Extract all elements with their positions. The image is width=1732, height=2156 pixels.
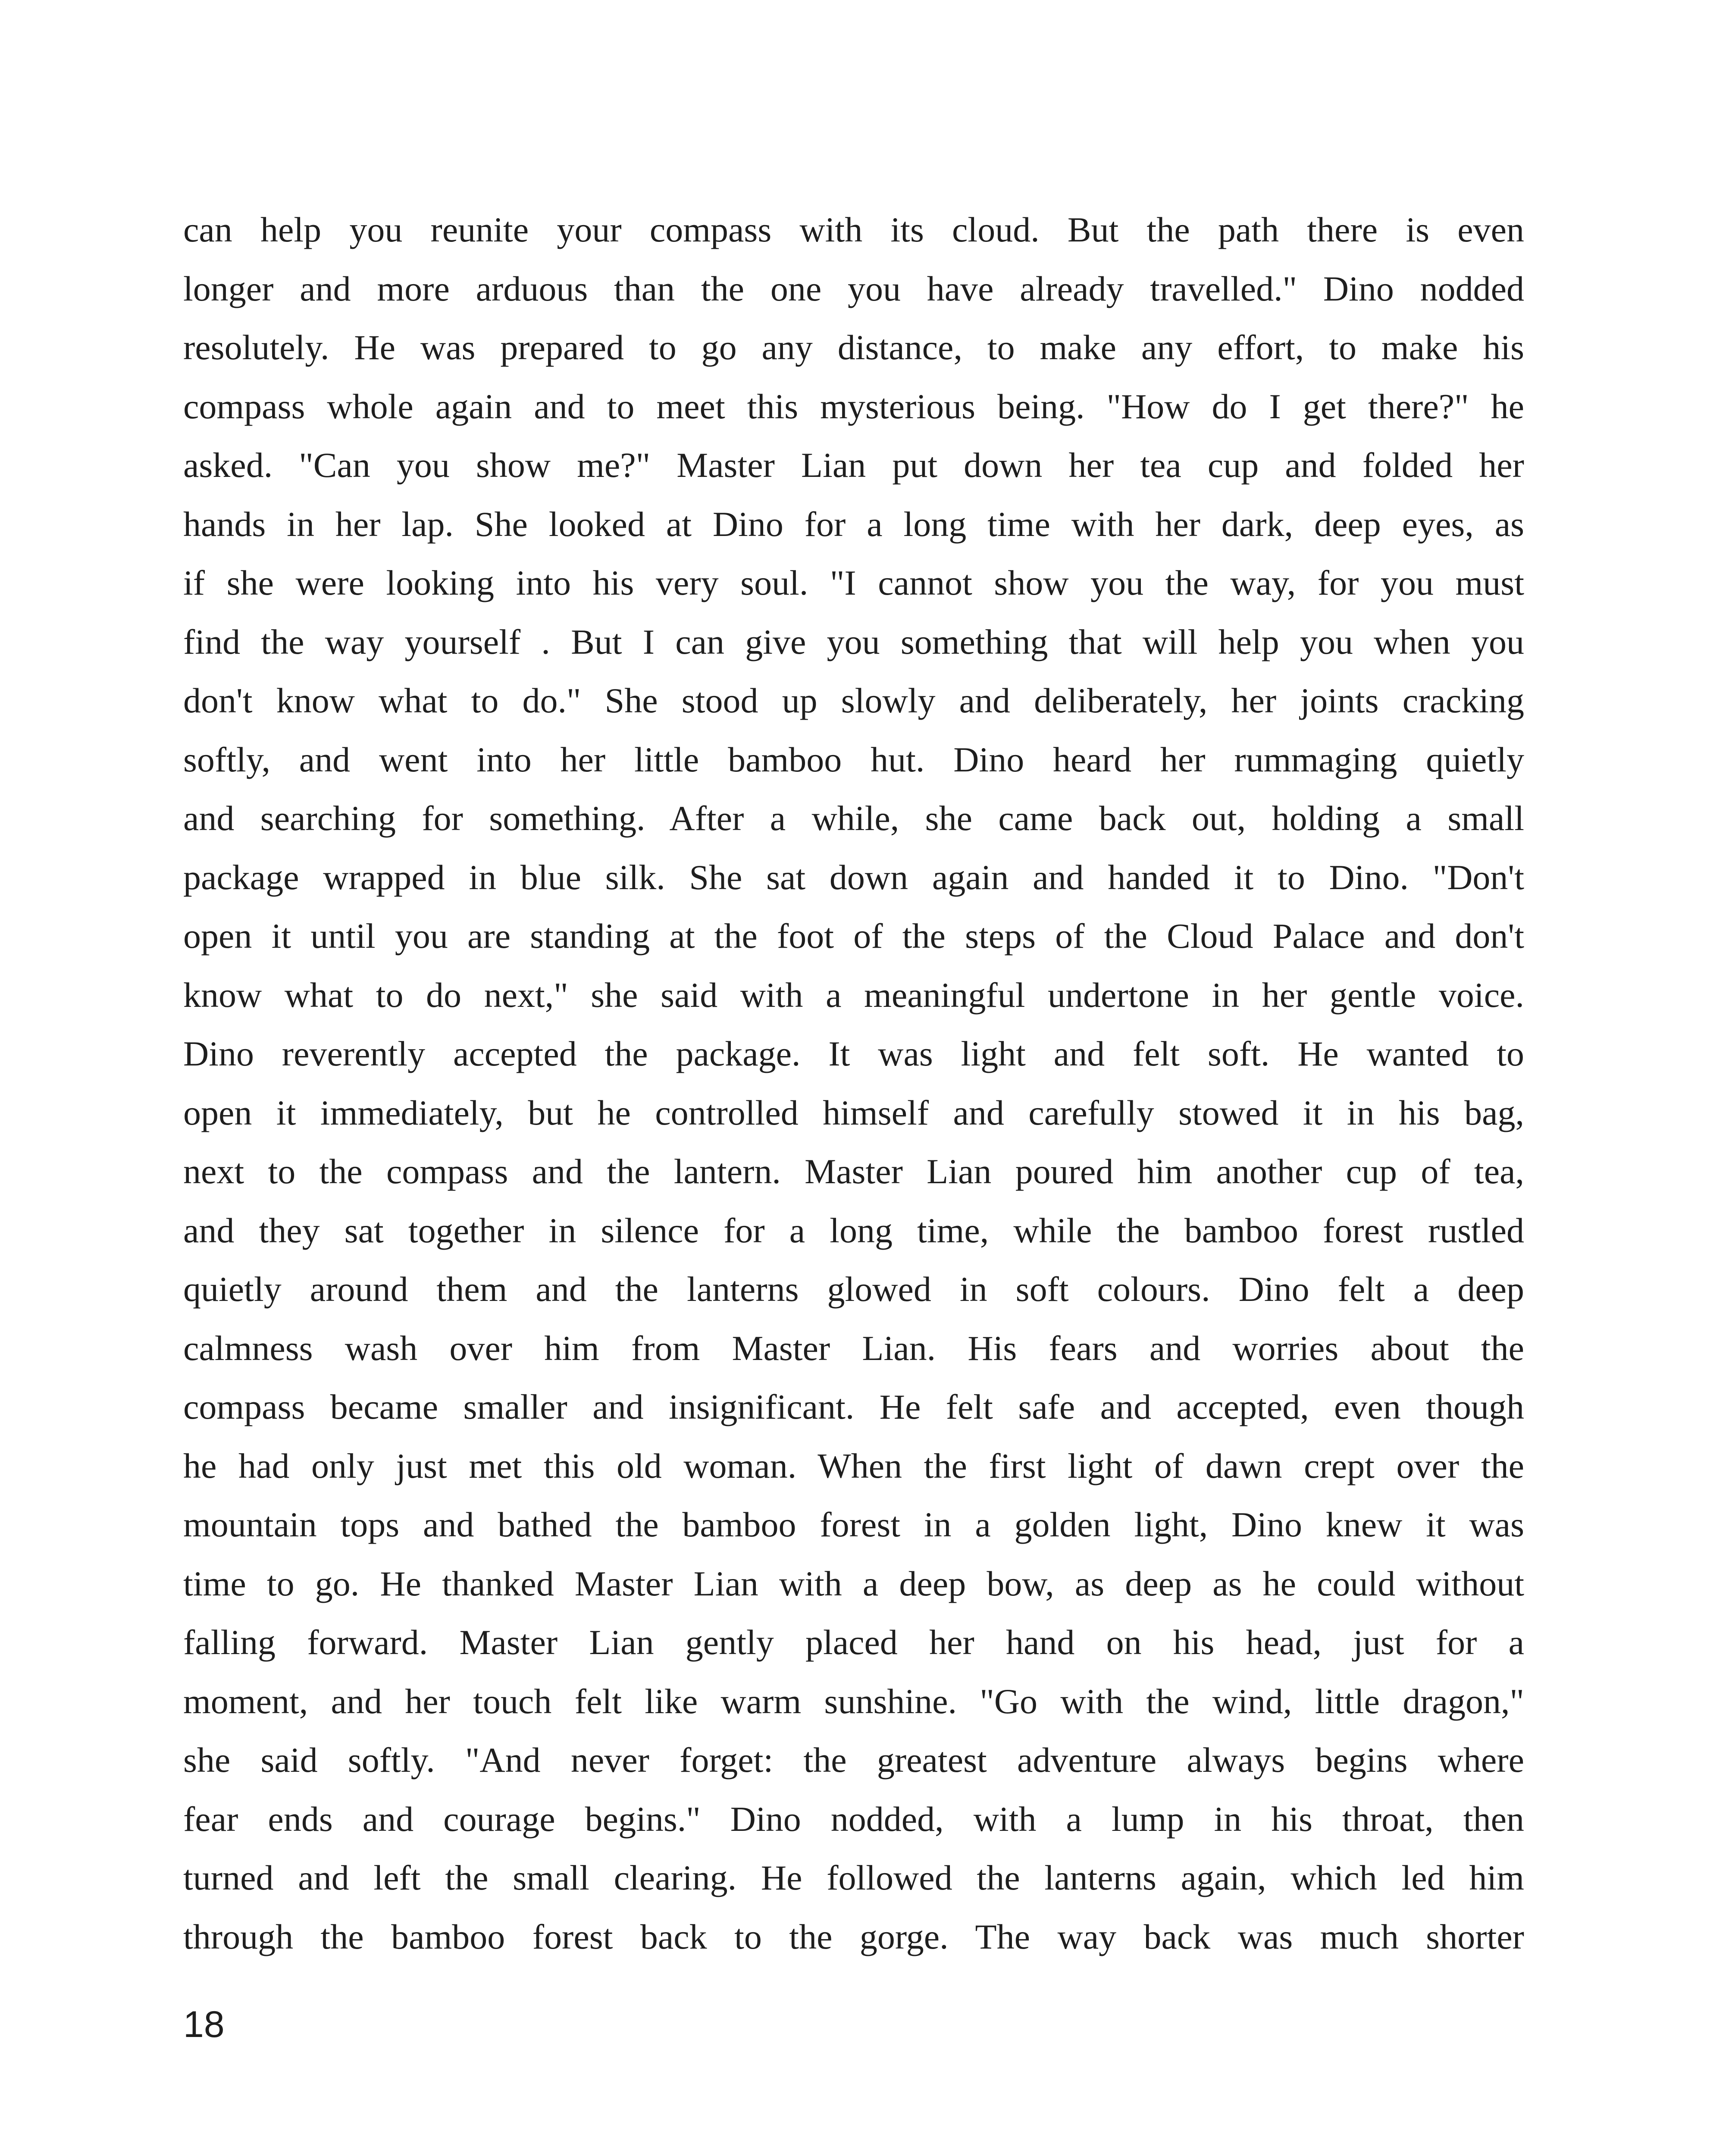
text-line: through the bamboo forest back to the gorge. The way back was much shorter xyxy=(183,1917,1524,1956)
text-line: she said softly. "And never forget: the greatest adventure always begins where xyxy=(183,1740,1524,1780)
text-line: he had only just met this old woman. When the first light of dawn crept over the xyxy=(183,1446,1524,1485)
text-line: and they sat together in silence for a long time, while the bamboo forest rustled xyxy=(183,1210,1524,1250)
text-line: compass whole again and to meet this mysterious being. "How do I get there?" he xyxy=(183,386,1524,426)
text-line: falling forward. Master Lian gently placed her hand on his head, just for a xyxy=(183,1623,1524,1662)
text-line: next to the compass and the lantern. Master Lian poured him another cup of tea, xyxy=(183,1152,1524,1191)
text-line: softly, and went into her little bamboo hut. Dino heard her rummaging quietly xyxy=(183,740,1524,779)
text-line: resolutely. He was prepared to go any distance, to make any effort, to make his xyxy=(183,328,1524,367)
text-line: and searching for something. After a while, she came back out, holding a small xyxy=(183,799,1524,838)
text-line: open it until you are standing at the foot of the steps of the Cloud Palace and don't xyxy=(183,916,1524,956)
text-line: Dino reverently accepted the package. It was light and felt soft. He wanted to xyxy=(183,1034,1524,1073)
text-line: know what to do next," she said with a meaningful undertone in her gentle voice. xyxy=(183,975,1524,1015)
text-line: moment, and her touch felt like warm sunshine. "Go with the wind, little dragon," xyxy=(183,1681,1524,1721)
text-line: compass became smaller and insignificant. He felt safe and accepted, even though xyxy=(183,1387,1524,1426)
page-number: 18 xyxy=(183,2004,225,2045)
text-line: don't know what to do." She stood up slowly and deliberately, her joints cracking xyxy=(183,681,1524,720)
body-paragraph xyxy=(183,201,1524,1966)
text-line: longer and more arduous than the one you have already travelled." Dino nodded xyxy=(183,269,1524,308)
text-line: open it immediately, but he controlled himself and carefully stowed it in his bag, xyxy=(183,1093,1524,1132)
text-line: package wrapped in blue silk. She sat down again and handed it to Dino. "Don't xyxy=(183,857,1524,897)
text-line: if she were looking into his very soul. "I cannot show you the way, for you must xyxy=(183,563,1524,602)
text-line: asked. "Can you show me?" Master Lian put down her tea cup and folded her xyxy=(183,445,1524,485)
text-line: quietly around them and the lanterns glowed in soft colours. Dino felt a deep xyxy=(183,1269,1524,1309)
text-line: calmness wash over him from Master Lian. His fears and worries about the xyxy=(183,1328,1524,1368)
text-line: mountain tops and bathed the bamboo forest in a golden light, Dino knew it was xyxy=(183,1505,1524,1544)
text-line: find the way yourself . But I can give you something that will help you when you xyxy=(183,622,1524,661)
text-line: time to go. He thanked Master Lian with a deep bow, as deep as he could without xyxy=(183,1564,1524,1603)
text-line: turned and left the small clearing. He followed the lanterns again, which led him xyxy=(183,1858,1524,1897)
text-line: can help you reunite your compass with its cloud. But the path there is even xyxy=(183,210,1524,249)
text-line: fear ends and courage begins." Dino nodded, with a lump in his throat, then xyxy=(183,1799,1524,1839)
text-line: hands in her lap. She looked at Dino for a long time with her dark, deep eyes, as xyxy=(183,504,1524,544)
